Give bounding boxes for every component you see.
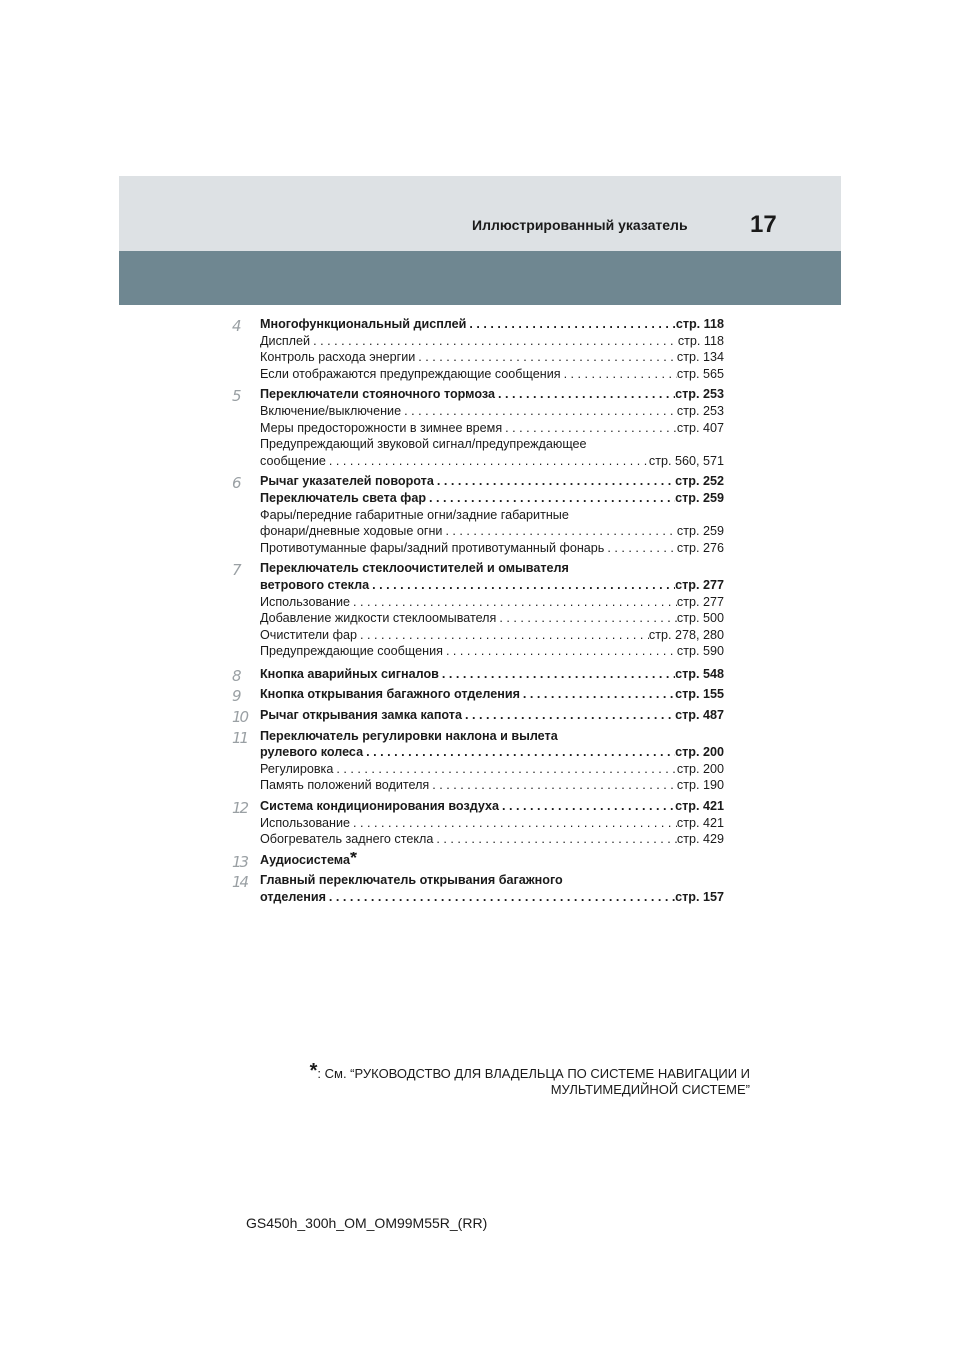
page-reference: стр. 253 — [676, 403, 724, 418]
dot-leader — [401, 403, 677, 420]
page-reference: стр. 407 — [676, 420, 724, 435]
index-entry — [232, 852, 724, 869]
page-reference: стр. 190 — [676, 778, 724, 793]
page-reference: стр. 118 — [675, 317, 724, 331]
dot-leader — [357, 627, 649, 644]
dot-leader — [326, 889, 675, 906]
index-entry — [232, 666, 724, 683]
entry-text: Кнопка открывания багажного отделения — [260, 687, 520, 702]
footnote-line-1: : См. “РУКОВОДСТВО ДЛЯ ВЛАДЕЛЬЦА ПО СИСТЕМЕ НАВИГАЦИИ И — [317, 1066, 750, 1081]
entry-text: Переключатель света фар — [260, 490, 427, 505]
page-reference: стр. 421 — [676, 815, 724, 830]
entry-subitem — [260, 507, 724, 524]
page-reference: стр. 560, 571 — [648, 453, 724, 468]
dot-leader — [415, 349, 677, 366]
entry-heading — [260, 666, 724, 683]
entry-number: 10 — [232, 708, 248, 727]
entry-text: Кнопка аварийных сигналов — [260, 666, 439, 681]
entry-text: Дисплей — [260, 333, 311, 348]
entry-text: Рычаг открывания замка капота — [260, 708, 462, 723]
dot-leader — [466, 316, 675, 333]
header-band — [119, 176, 841, 251]
entry-subitem — [260, 403, 724, 420]
dot-leader — [442, 523, 676, 540]
index-entry — [232, 707, 724, 727]
footnote-mark: * — [309, 1060, 318, 1082]
entry-heading — [260, 560, 724, 577]
entry-number: 14 — [232, 873, 248, 892]
dot-leader — [350, 815, 677, 832]
entry-subitem — [260, 420, 724, 437]
entry-number: 12 — [232, 799, 248, 818]
page-reference: стр. 429 — [676, 832, 724, 847]
page-number: 17 — [750, 211, 777, 238]
dot-leader — [604, 540, 677, 557]
page-reference: стр. 155 — [675, 687, 724, 702]
page-reference: стр. 590 — [676, 644, 724, 659]
index-entry — [232, 386, 724, 469]
entry-text: Если отображаются предупреждающие сообщения — [260, 366, 561, 381]
entry-heading: Аудиосистема * — [260, 851, 357, 868]
page-reference: стр. 278, 280 — [648, 627, 724, 642]
entry-text: Многофункциональный дисплей — [260, 317, 467, 331]
dot-leader — [495, 386, 675, 403]
page-reference: стр. 157 — [675, 890, 724, 904]
entry-subitem — [260, 610, 724, 627]
index-entry — [232, 560, 724, 660]
entry-text: Использование — [260, 594, 350, 609]
dot-leader — [520, 686, 675, 703]
dot-leader — [434, 473, 675, 490]
entry-text: Система кондиционирования воздуха — [260, 799, 500, 814]
entry-heading — [260, 798, 724, 815]
page-reference: стр. 200 — [676, 761, 724, 776]
document-code: GS450h_300h_OM_OM99M55R_(RR) — [246, 1215, 488, 1231]
entry-subitem — [260, 540, 724, 557]
index-list — [232, 316, 724, 906]
page-reference: стр. 134 — [676, 350, 724, 365]
dot-leader — [310, 333, 678, 350]
entry-subitem — [260, 761, 724, 778]
entry-text: Очистители фар — [260, 627, 357, 642]
dot-leader — [496, 610, 677, 627]
index-entry — [232, 798, 724, 848]
index-entry — [232, 686, 724, 706]
index-entry — [232, 728, 724, 794]
entry-number: 7 — [232, 561, 240, 580]
entry-heading — [260, 686, 724, 703]
entry-heading — [260, 889, 724, 906]
entry-number: 6 — [232, 474, 240, 493]
entry-text: рулевого колеса — [260, 745, 364, 760]
entry-text: Предупреждающие сообщения — [260, 644, 443, 659]
entry-heading — [260, 728, 724, 745]
entry-heading — [260, 316, 724, 333]
entry-subitem — [260, 643, 724, 660]
entry-text: сообщение — [260, 453, 326, 468]
dot-leader — [363, 744, 675, 761]
entry-text: Память положений водителя — [260, 778, 430, 793]
entry-text: Противотуманные фары/задний противотуманный фонарь — [260, 540, 605, 555]
index-entry — [232, 316, 724, 382]
page-reference: стр. 259 — [675, 490, 724, 505]
entry-subitem — [260, 815, 724, 832]
page-reference: стр. 421 — [675, 799, 724, 814]
entry-text: Меры предосторожности в зимнее время — [260, 420, 503, 435]
entry-text: Фары/передние габаритные огни/задние габаритные — [260, 507, 569, 522]
entry-text: Рычаг указателей поворота — [260, 474, 434, 489]
page-reference: стр. 200 — [675, 745, 724, 760]
entry-number: 13 — [232, 852, 248, 871]
entry-text: Добавление жидкости стеклоомывателя — [260, 611, 497, 626]
entry-number: 11 — [232, 728, 248, 747]
entry-subitem — [260, 831, 724, 848]
dot-leader — [429, 777, 677, 794]
dot-leader — [499, 798, 675, 815]
entry-subitem — [260, 349, 724, 366]
entry-text: отделения — [260, 890, 326, 904]
dot-leader — [561, 366, 677, 383]
page-header-title: Иллюстрированный указатель — [472, 217, 688, 233]
entry-text: ветрового стекла — [260, 577, 370, 592]
dot-leader — [462, 707, 675, 724]
entry-subitem — [260, 333, 724, 350]
index-entry — [232, 872, 724, 905]
page-reference: стр. 500 — [676, 611, 724, 626]
entry-number: 9 — [232, 687, 240, 706]
dot-leader — [502, 420, 677, 437]
footnote-line-2: МУЛЬТИМЕДИЙНОЙ СИСТЕМЕ” — [550, 1082, 750, 1097]
dot-leader — [443, 643, 677, 660]
index-entry — [232, 473, 724, 556]
entry-heading — [260, 707, 724, 724]
entry-subitem — [260, 523, 724, 540]
entry-subitem — [260, 594, 724, 611]
entry-subitem — [260, 366, 724, 383]
dot-leader — [426, 490, 675, 507]
page-reference: стр. 565 — [676, 366, 724, 381]
entry-text: Контроль расхода энергии — [260, 350, 416, 365]
page-reference: стр. 259 — [676, 524, 724, 539]
entry-heading — [260, 386, 724, 403]
page-reference: стр. 487 — [675, 708, 724, 723]
page-reference: стр. 118 — [677, 333, 724, 348]
page-reference: стр. 548 — [675, 666, 724, 681]
entry-heading — [260, 872, 724, 889]
entry-heading — [260, 490, 724, 507]
dot-leader — [326, 453, 649, 470]
entry-number: 4 — [232, 317, 240, 335]
entry-text: Включение/выключение — [260, 403, 402, 418]
entry-text: Обогреватель заднего стекла — [260, 832, 434, 847]
entry-text: Переключатель регулировки наклона и вылета — [260, 728, 558, 743]
entry-subitem — [260, 453, 724, 470]
entry-subitem — [260, 436, 724, 453]
entry-text: Использование — [260, 815, 350, 830]
entry-subitem — [260, 777, 724, 794]
entry-text: Главный переключатель открывания багажного — [260, 873, 563, 888]
dot-leader — [350, 594, 677, 611]
page-reference: стр. 253 — [675, 387, 724, 402]
entry-number: 8 — [232, 666, 240, 685]
entry-text: фонари/дневные ходовые огни — [260, 524, 443, 539]
entry-number: 5 — [232, 387, 240, 406]
entry-text: Предупреждающий звуковой сигнал/предупреждающее — [260, 437, 587, 452]
entry-text: Переключатели стояночного тормоза — [260, 387, 495, 402]
page-reference: стр. 252 — [675, 474, 724, 489]
page-reference: стр. 277 — [675, 577, 724, 592]
entry-subitem — [260, 627, 724, 644]
footnote — [280, 1060, 750, 1098]
dot-leader — [333, 761, 677, 778]
entry-text: Аудиосистема — [260, 852, 350, 867]
page-reference: стр. 277 — [676, 594, 724, 609]
entry-heading — [260, 577, 724, 594]
dot-leader — [369, 577, 675, 594]
page-reference: стр. 276 — [676, 540, 724, 555]
dot-leader — [439, 666, 675, 683]
entry-text: Регулировка — [260, 761, 334, 776]
entry-heading — [260, 473, 724, 490]
dot-leader — [433, 831, 677, 848]
section-bar — [119, 251, 841, 305]
entry-text: Переключатель стеклоочистителей и омывателя — [260, 561, 569, 576]
entry-heading — [260, 744, 724, 761]
